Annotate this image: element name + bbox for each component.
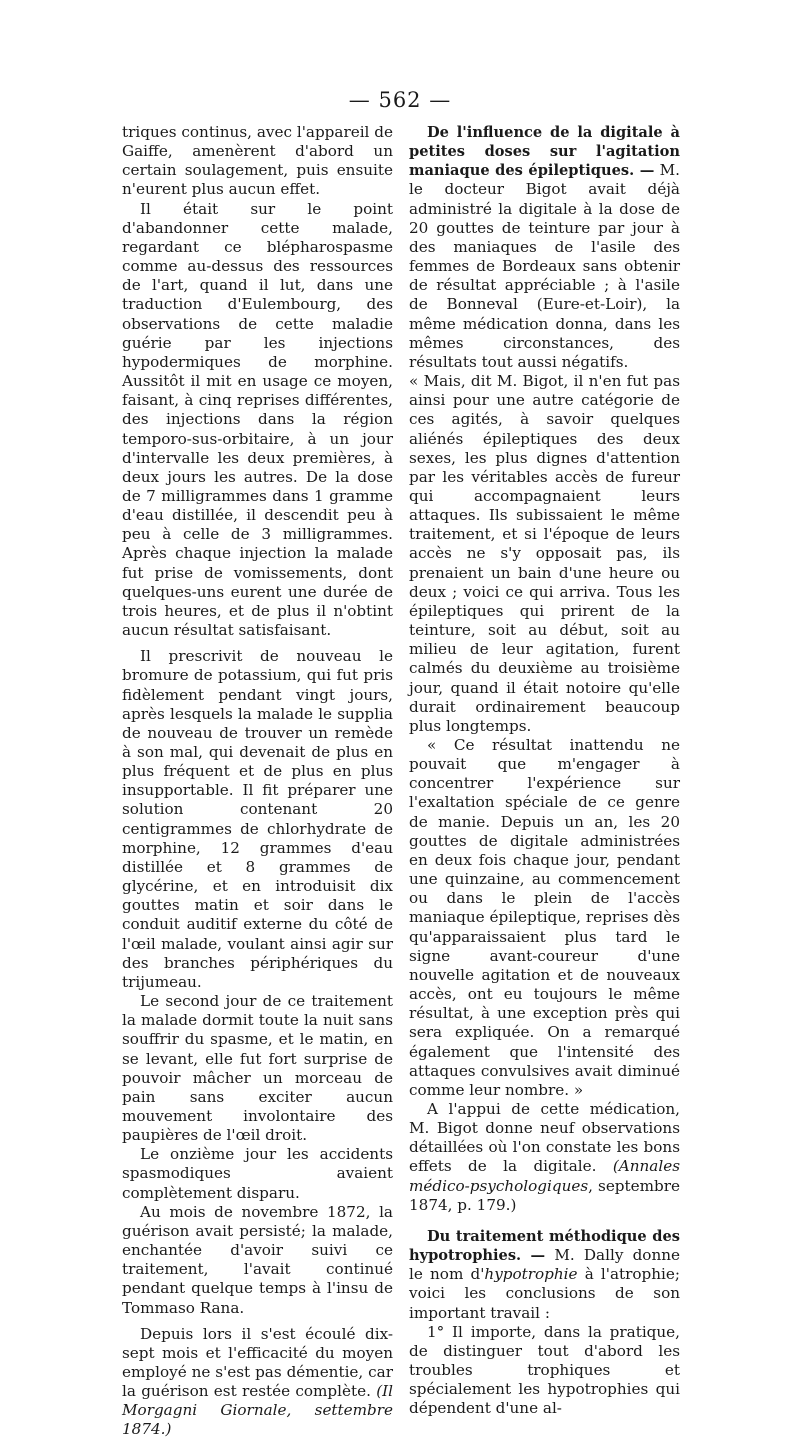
paragraph-text: Depuis lors il s'est écoulé dix-sept mois et l'efficacité du moyen employé ne s'est pas démentie, car la guérison est restée complète. [122, 1324, 393, 1401]
paragraph-text: M. Dally donne le nom d' [409, 1246, 680, 1284]
citation: (Il Morgagni Giornale, settembre 1874.) [122, 1382, 394, 1439]
paragraph: triques continus, avec l'appareil de Gaiffe, amenèrent d'abord un certain soulagement, puis ensuite n'eurent plus aucun effet. [122, 123, 393, 199]
citation-details: , septembre 1874, p. 179.) [409, 1176, 680, 1214]
paragraph [122, 1325, 393, 1440]
paragraph [409, 1100, 680, 1215]
article-paragraph [409, 1227, 680, 1323]
paragraph: Il prescrivit de nouveau le bromure de potassium, qui fut pris fidèlement pendant vingt jours, après lesquels la malade le supplia de nouveau de trouver un remède à son mal, qui devenait de plus en plus fréquent et de plus en plus insupportable. Il fit préparer une solution contenant 20 centigrammes de chlorhydrate de morphine, 12 grammes d'eau distillée et 8 grammes de glycérine, et en introduisit dix gouttes matin et soir dans le conduit auditif externe du côté de l'œil malade, voulant ainsi agir sur des branches périphériques du trijumeau. [122, 647, 393, 991]
paragraph: Il était sur le point d'abandonner cette malade, regardant ce blépharospasme comme au-dessus des ressources de l'art, quand il lut, dans une traduction d'Eulembourg, des observations de cette maladie guérie par les injections hypodermiques de morphine. Aussitôt il mit en usage ce moyen, faisant, à cinq reprises différentes, des injections dans la région temporo-sus-orbitaire, à un jour d'intervalle les deux premières, à deux jours les autres. De la dose de 7 milligrammes dans 1 gramme d'eau distillée, il descendit peu à peu à celle de 3 milligrammes. Après chaque injection la malade fut prise de vomissements, dont quelques-uns eurent une durée de trois heures, et de plus il n'obtint aucun résultat satisfaisant. [122, 199, 393, 640]
paragraph: Le onzième jour les accidents spasmodiques avaient complètement disparu. [122, 1145, 393, 1202]
left-column [122, 123, 393, 1440]
paragraph-text: A l'appui de cette médication, M. Bigot donne neuf observations détaillées où l'on constate les bons effets de la digitale. [409, 1099, 680, 1176]
article-paragraph [409, 123, 680, 372]
paragraph-text: à l'atrophie; voici les conclusions de son important travail : [409, 1265, 680, 1322]
right-column [409, 123, 680, 1418]
paragraph: 1° Il importe, dans la pratique, de distinguer tout d'abord les troubles trophiques et spécialement les hypotrophies qui dépendent d'une al- [409, 1322, 680, 1418]
page-number: — 562 — [348, 88, 452, 112]
paragraph: Au mois de novembre 1872, la guérison avait persisté; la malade, enchantée d'avoir suivi ce traitement, l'avait continué pendant quelque temps à l'insu de Tommaso Rana. [122, 1202, 393, 1317]
paragraph: « Mais, dit M. Bigot, il n'en fut pas ainsi pour une autre catégorie de ces agités, à savoir quelques aliénés épileptiques des deux sexes, les plus dignes d'attention par les véritables accès de fureur qui accompagnaient leurs attaques. Ils subissaient le même traitement, et si l'époque de leurs accès ne s'y opposait pas, ils prenaient un bain d'une heure ou deux ; voici ce qui arriva. Tous les épileptiques qui prirent de la teinture, soit au début, soit au milieu de leur agitation, furent calmés du deuxième au troisième jour, quand il était notoire qu'elle durait ordinairement beaucoup plus longtemps. [409, 372, 680, 735]
citation-title: (Annales médico-psychologiques [409, 1157, 680, 1195]
paragraph-text: M. le docteur Bigot avait déjà administré la digitale à la dose de 20 gouttes de teinture par jour à des maniaques de l'asile des femmes de Bordeaux sans obtenir de résultat appréciable ; à l'asile de Bonneval (Eure-et-Loir), la même médication donna, dans les mêmes circonstances, des résultats tout aussi négatifs. [409, 161, 680, 371]
paragraph: « Ce résultat inattendu ne pouvait que m'engager à concentrer l'expérience sur l'exaltation spéciale de ce genre de manie. Depuis un an, les 20 gouttes de digitale administrées en deux fois chaque jour, pendant une quinzaine, au commencement ou dans le plein de l'accès maniaque épileptique, reprises dès qu'apparaissaient plus tard le signe avant-coureur d'une nouvelle agitation et de nouveaux accès, ont eu toujours le même résultat, à une exception près qui sera expliquée. On a remarqué également que l'intensité des attaques convulsives avait diminué comme leur nombre. » [409, 736, 680, 1099]
article-heading: Du traitement méthodique des hypotrophies. — [409, 1227, 680, 1265]
paragraph: Le second jour de ce traitement la malade dormit toute la nuit sans souffrir du spasme, et le matin, en se levant, elle fut fort surprise de pouvoir mâcher un morceau de pain sans exciter aucun mouvement involontaire des paupières de l'œil droit. [122, 992, 393, 1145]
article-heading: De l'influence de la digitale à petites doses sur l'agitation maniaque des épileptiques. — [409, 124, 680, 180]
term: hypotrophie [484, 1265, 578, 1284]
